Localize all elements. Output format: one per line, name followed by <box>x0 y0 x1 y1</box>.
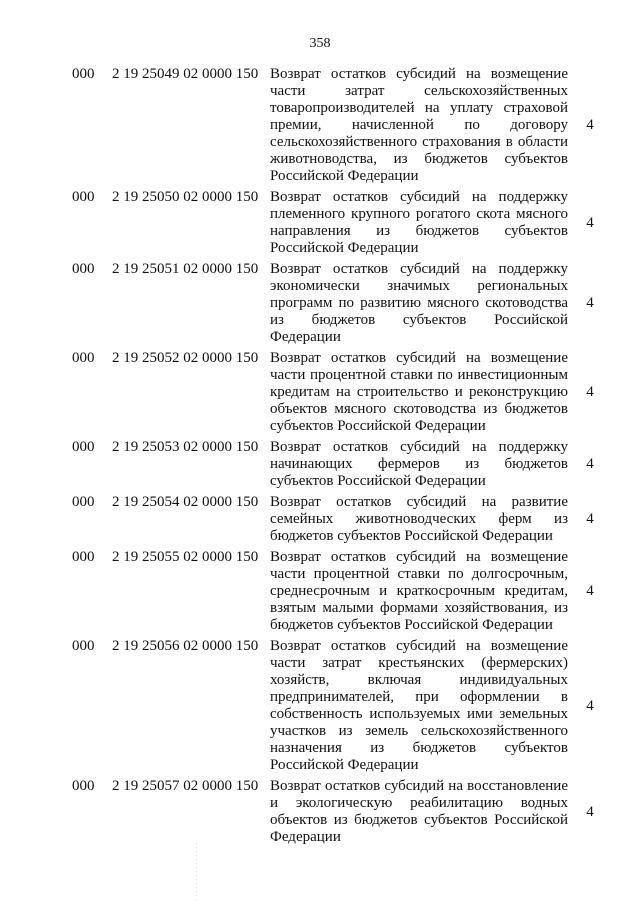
income-description: Возврат остатков субсидий на поддержку начинающих фермеров из бюджетов субъектов Российской Федерации <box>270 439 568 489</box>
table-row <box>72 66 612 185</box>
admin-code: 000 <box>72 778 95 794</box>
normative-value: 4 <box>586 117 594 133</box>
income-description: Возврат остатков субсидий на возмещение части процентной ставки по инвестиционным кредитам на строительство и реконструкцию объектов мясного скотоводства из бюджетов субъектов Российской Федерации <box>270 350 568 434</box>
income-description: Возврат остатков субсидий на возмещение части затрат крестьянских (фермерских) хозяйств, включая индивидуальных предпринимателей, при оформлении в собственность используемых ими земельных участков из земель сельскохозяйственного назначения из бюджетов субъектов Российской Федерации <box>270 638 568 773</box>
budget-classification-code: 2 19 25053 02 0000 150 <box>112 439 259 455</box>
normative-value: 4 <box>586 384 594 400</box>
table-row <box>72 638 612 774</box>
table-row <box>72 189 612 257</box>
income-description: Возврат остатков субсидий на возмещение части затрат сельскохозяйственных товаропроизводителей на уплату страховой премии, начисленной по договору сельскохозяйственного страхования в области животноводства, из бюджетов субъектов Российской Федерации <box>270 66 568 184</box>
normative-value: 4 <box>586 456 594 472</box>
admin-code: 000 <box>72 494 95 510</box>
budget-classification-code: 2 19 25049 02 0000 150 <box>112 66 259 82</box>
normative-value: 4 <box>586 803 594 820</box>
table-row <box>72 350 612 435</box>
admin-code: 000 <box>72 66 95 82</box>
budget-classification-code: 2 19 25054 02 0000 150 <box>112 494 259 510</box>
normative-value: 4 <box>586 214 594 231</box>
income-description: Возврат остатков субсидий на поддержку экономически значимых региональных программ по развитию мясного скотоводства из бюджетов субъектов Российской Федерации <box>270 261 568 345</box>
normative-value: 4 <box>586 697 594 714</box>
income-description: Возврат остатков субсидий на развитие семейных животноводческих ферм из бюджетов субъектов Российской Федерации <box>270 494 568 544</box>
budget-classification-code: 2 19 25057 02 0000 150 <box>112 778 259 794</box>
admin-code: 000 <box>72 638 95 654</box>
admin-code: 000 <box>72 189 95 205</box>
normative-value: 4 <box>586 511 594 527</box>
admin-code: 000 <box>72 439 95 455</box>
table-row <box>72 439 612 490</box>
income-description: Возврат остатков субсидий на поддержку племенного крупного рогатого скота мясного направления из бюджетов субъектов Российской Федерации <box>270 189 568 256</box>
table-row <box>72 494 612 545</box>
admin-code: 000 <box>72 261 95 277</box>
budget-classification-code: 2 19 25050 02 0000 150 <box>112 189 259 205</box>
scan-artifact <box>196 843 197 903</box>
table-row <box>72 549 612 634</box>
table-row <box>72 261 612 346</box>
budget-classification-code: 2 19 25056 02 0000 150 <box>112 638 259 654</box>
table-row <box>72 778 612 846</box>
admin-code: 000 <box>72 350 95 366</box>
budget-classification-code: 2 19 25051 02 0000 150 <box>112 261 259 277</box>
page-number: 358 <box>309 36 331 51</box>
income-description: Возврат остатков субсидий на восстановление и экологическую реабилитацию водных объектов из бюджетов субъектов Российской Федерации <box>270 778 568 845</box>
normative-value: 4 <box>586 583 594 599</box>
normative-value: 4 <box>586 295 594 311</box>
budget-classification-code: 2 19 25055 02 0000 150 <box>112 549 259 565</box>
budget-classification-code: 2 19 25052 02 0000 150 <box>112 350 259 366</box>
income-description: Возврат остатков субсидий на возмещение части процентной ставки по долгосрочным, среднесрочным и краткосрочным кредитам, взятым малыми формами хозяйствования, из бюджетов субъектов Российской Федерации <box>270 549 568 633</box>
budget-code-table <box>72 66 612 846</box>
admin-code: 000 <box>72 549 95 565</box>
